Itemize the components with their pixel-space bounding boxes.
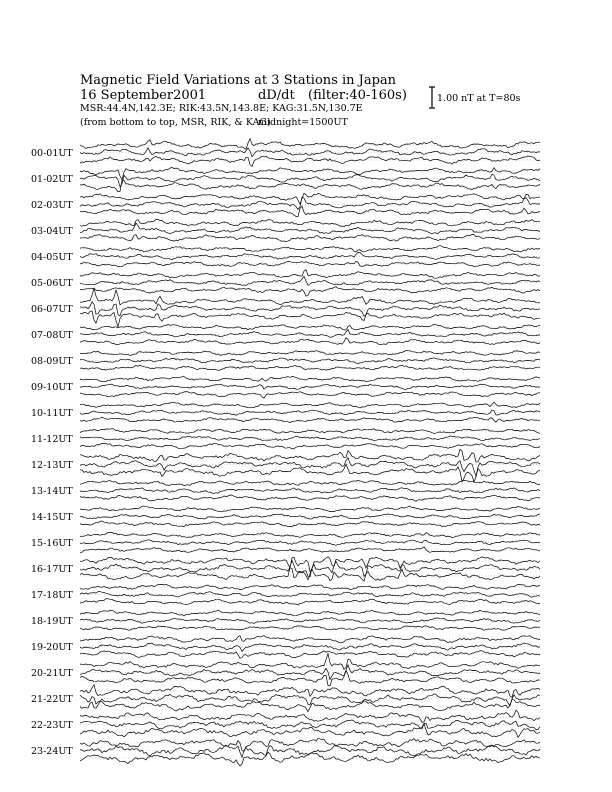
row-label-13-14UT: 13-14UT	[31, 486, 73, 497]
chart-date: 16 September2001	[80, 88, 207, 103]
row-label-01-02UT: 01-02UT	[31, 174, 73, 185]
row-label-18-19UT: 18-19UT	[31, 616, 73, 627]
trace-05-06UT-RIK	[80, 276, 540, 285]
trace-07-08UT-RIK	[80, 330, 540, 338]
trace-12-13UT-MSR	[80, 464, 540, 482]
trace-13-14UT-RIK	[80, 488, 540, 494]
row-label-03-04UT: 03-04UT	[31, 226, 73, 237]
trace-05-06UT-KAG	[80, 270, 540, 279]
scale-bar-label: 1.00 nT at T=80s	[437, 93, 521, 104]
row-label-10-11UT: 10-11UT	[31, 408, 73, 419]
trace-22-23UT-RIK	[80, 720, 540, 730]
trace-20-21UT-RIK	[80, 665, 540, 680]
row-label-00-01UT: 00-01UT	[31, 148, 73, 159]
row-label-05-06UT: 05-06UT	[31, 278, 73, 289]
trace-00-01UT-KAG	[80, 139, 540, 150]
station-order-note: (from bottom to top, MSR, RIK, & KAG)	[80, 117, 271, 128]
trace-19-20UT-MSR	[80, 651, 540, 659]
trace-01-02UT-MSR	[80, 180, 540, 192]
trace-20-21UT-KAG	[80, 654, 540, 670]
trace-02-03UT-MSR	[80, 206, 540, 217]
row-label-04-05UT: 04-05UT	[31, 252, 73, 263]
row-label-14-15UT: 14-15UT	[31, 512, 73, 523]
row-label-19-20UT: 19-20UT	[31, 642, 73, 653]
row-label-07-08UT: 07-08UT	[31, 330, 73, 341]
trace-23-24UT-MSR	[80, 752, 540, 766]
trace-00-01UT-MSR	[80, 156, 540, 167]
row-label-22-23UT: 22-23UT	[31, 720, 73, 731]
trace-09-10UT-MSR	[80, 392, 540, 399]
midnight-note: midnight=1500UT	[258, 117, 348, 128]
trace-01-02UT-RIK	[80, 174, 540, 187]
row-label-21-22UT: 21-22UT	[31, 694, 73, 705]
row-label-09-10UT: 09-10UT	[31, 382, 73, 393]
row-label-11-12UT: 11-12UT	[31, 434, 73, 445]
trace-06-07UT-RIK	[80, 302, 540, 316]
row-label-12-13UT: 12-13UT	[31, 460, 73, 471]
trace-02-03UT-RIK	[80, 197, 540, 209]
trace-15-16UT-KAG	[80, 532, 540, 537]
trace-12-13UT-RIK	[80, 458, 540, 477]
chart-title: Magnetic Field Variations at 3 Stations in Japan	[80, 73, 397, 88]
row-label-20-21UT: 20-21UT	[31, 668, 73, 679]
trace-22-23UT-KAG	[80, 710, 540, 722]
component-label: dD/dt	[258, 88, 295, 103]
trace-06-07UT-MSR	[80, 311, 540, 327]
trace-23-24UT-KAG	[80, 738, 540, 751]
station-coordinates: MSR:44.4N,142.3E; RIK:43.5N,143.8E; KAG:31.5N,130.7E	[80, 103, 363, 114]
trace-08-09UT-MSR	[80, 365, 540, 370]
trace-21-22UT-MSR	[80, 699, 540, 711]
trace-22-23UT-MSR	[80, 724, 540, 738]
trace-10-11UT-MSR	[80, 417, 540, 422]
row-label-06-07UT: 06-07UT	[31, 304, 73, 315]
trace-15-16UT-MSR	[80, 547, 540, 553]
trace-13-14UT-KAG	[80, 480, 540, 485]
row-label-23-24UT: 23-24UT	[31, 746, 73, 757]
trace-17-18UT-MSR	[80, 599, 540, 605]
trace-09-10UT-RIK	[80, 384, 540, 389]
trace-04-05UT-RIK	[80, 252, 540, 259]
trace-10-11UT-RIK	[80, 410, 540, 415]
row-label-17-18UT: 17-18UT	[31, 590, 73, 601]
row-label-02-03UT: 02-03UT	[31, 200, 73, 211]
trace-16-17UT-KAG	[80, 557, 540, 572]
trace-03-04UT-RIK	[80, 223, 540, 234]
row-label-16-17UT: 16-17UT	[31, 564, 73, 575]
trace-12-13UT-KAG	[80, 449, 540, 462]
trace-07-08UT-MSR	[80, 338, 540, 345]
trace-05-06UT-MSR	[80, 287, 540, 297]
row-label-15-16UT: 15-16UT	[31, 538, 73, 549]
trace-19-20UT-RIK	[80, 643, 540, 651]
row-label-08-09UT: 08-09UT	[31, 356, 73, 367]
filter-label: (filter:40-160s)	[308, 88, 407, 103]
trace-01-02UT-KAG	[80, 167, 540, 180]
